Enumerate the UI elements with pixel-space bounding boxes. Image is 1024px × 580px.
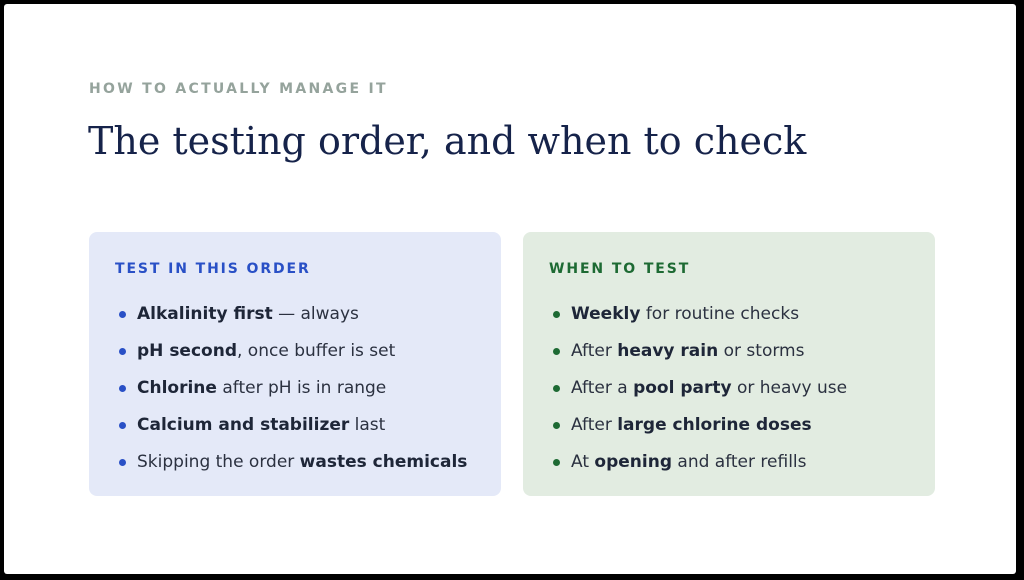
item-bold-text: pH second — [137, 341, 237, 361]
slide — [4, 4, 1016, 574]
bullet-dot-icon — [119, 311, 126, 318]
list-item — [115, 303, 491, 340]
item-bold-text: large chlorine doses — [617, 415, 812, 435]
item-bold-text: pool party — [633, 378, 732, 398]
item-bold-text: Chlorine — [137, 378, 217, 398]
list-item — [549, 340, 925, 377]
item-trailing-text: , once buffer is set — [237, 341, 396, 361]
item-leading-text: After — [571, 341, 618, 361]
item-leading-text: After a — [571, 378, 634, 398]
bullet-dot-icon — [553, 348, 560, 355]
item-bold-text: Alkalinity first — [137, 304, 273, 324]
item-bold-text: Weekly — [571, 304, 641, 324]
list-item — [115, 451, 491, 488]
list-item — [115, 414, 491, 451]
item-bold-text: wastes chemicals — [299, 452, 468, 472]
when-to-test-heading: WHEN TO TEST — [549, 261, 691, 277]
when-to-test-list — [549, 303, 925, 488]
item-trailing-text: last — [349, 415, 386, 435]
bullet-dot-icon — [119, 459, 126, 466]
item-leading-text: At — [571, 452, 595, 472]
bullet-dot-icon — [553, 459, 560, 466]
item-leading-text: Skipping the order — [137, 452, 300, 472]
item-leading-text: After — [571, 415, 618, 435]
page-title: The testing order, and when to check — [88, 119, 807, 163]
item-trailing-text: — always — [272, 304, 359, 324]
item-trailing-text: or heavy use — [731, 378, 848, 398]
list-item — [115, 340, 491, 377]
item-trailing-text: and after refills — [672, 452, 807, 472]
bullet-dot-icon — [553, 311, 560, 318]
bullet-dot-icon — [553, 422, 560, 429]
when-to-test-card — [523, 232, 935, 496]
item-bold-text: opening — [594, 452, 672, 472]
item-bold-text: Calcium and stabilizer — [137, 415, 350, 435]
bullet-dot-icon — [119, 422, 126, 429]
test-order-list — [115, 303, 491, 488]
bullet-dot-icon — [553, 385, 560, 392]
item-trailing-text: for routine checks — [640, 304, 800, 324]
bullet-dot-icon — [119, 385, 126, 392]
bullet-dot-icon — [119, 348, 126, 355]
item-trailing-text: after pH is in range — [216, 378, 387, 398]
list-item — [549, 303, 925, 340]
eyebrow-label: HOW TO ACTUALLY MANAGE IT — [89, 81, 388, 97]
list-item — [115, 377, 491, 414]
item-bold-text: heavy rain — [617, 341, 719, 361]
list-item — [549, 414, 925, 451]
test-order-card — [89, 232, 501, 496]
test-order-heading: TEST IN THIS ORDER — [115, 261, 311, 277]
list-item — [549, 377, 925, 414]
item-trailing-text: or storms — [718, 341, 805, 361]
list-item — [549, 451, 925, 488]
